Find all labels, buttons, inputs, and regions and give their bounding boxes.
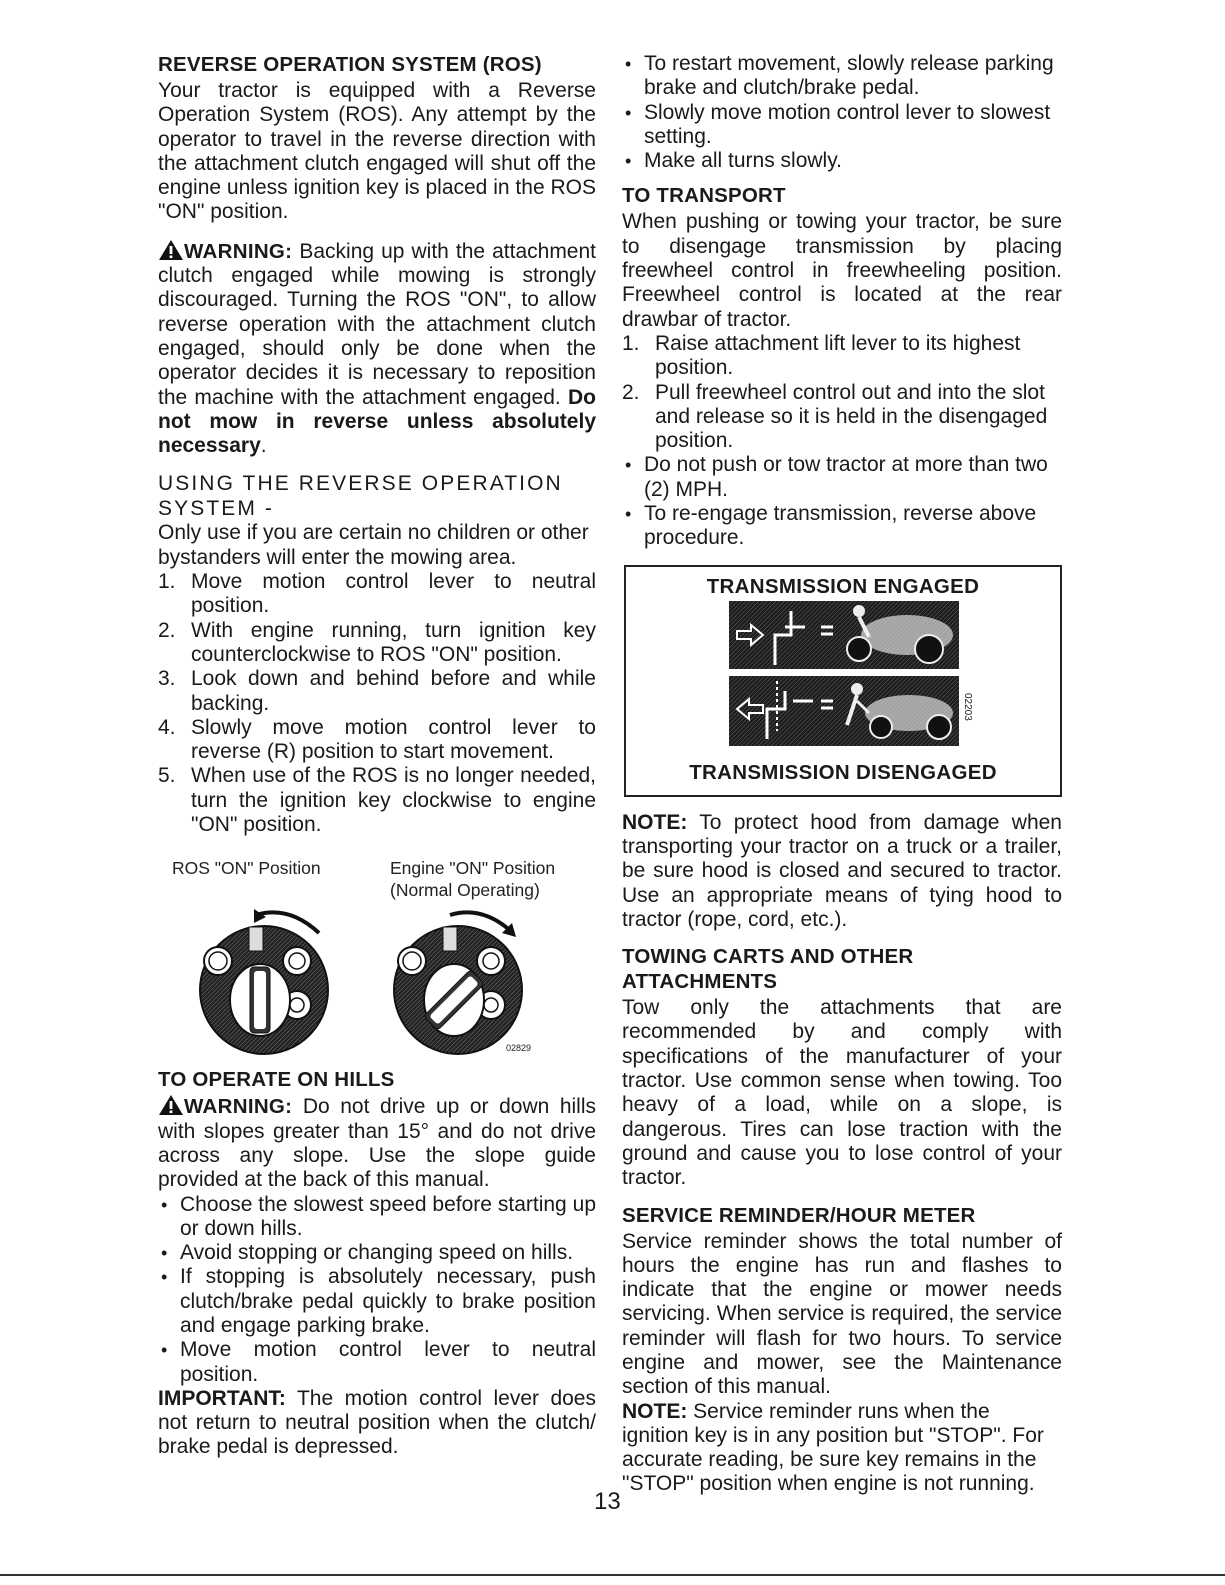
service-heading: SERVICE REMINDER/HOUR METER (622, 1203, 976, 1227)
warning-text: Backing up with the attachment clutch engaged while mowing is strongly discouraged. Turning the ROS "ON", to allow reverse operation with the attachment clutch engaged, should only be done when the operator decides it is necessary to reposition the machine with the attachment engaged. (158, 239, 596, 409)
warning-icon (158, 240, 184, 263)
using-ros-heading: USING THE REVERSE OPERATION SYSTEM - (158, 472, 563, 520)
list-item: • Slowly move motion control lever to slowest setting. (625, 100, 1051, 148)
freewheel-control-icon (729, 601, 973, 751)
svg-text:02829: 02829 (506, 1043, 532, 1054)
ros-warning (158, 239, 596, 459)
ros-intro: Your tractor is equipped with a Reverse Operation System (ROS). Any attempt by the operator to travel in the reverse direction with the attachment clutch engaged will shut off the engine unless ignition key is placed in the ROS "ON" position. (158, 79, 596, 224)
hills-heading: TO OPERATE ON HILLS (158, 1068, 395, 1092)
list-item: 1. Move motion control lever to neutral position. (158, 570, 596, 618)
list-item: 1. Raise attachment lift lever to its highest position. (622, 331, 1021, 380)
transport-steps-list (622, 332, 1062, 453)
warning-end: . (260, 434, 267, 458)
list-item: • To re-engage transmission, reverse above procedure. (625, 502, 1037, 550)
transmission-disengaged-label: TRANSMISSION DISENGAGED (689, 760, 997, 784)
engine-ignition-dial-icon (388, 905, 568, 1055)
list-item: • Move motion control lever to neutral position. (161, 1338, 596, 1386)
list-item: 2. With engine running, turn ignition key counterclockwise to ROS "ON" position. (158, 618, 596, 666)
list-item: 2. Pull freewheel control out and into the slot and release so it is held in the disengaged position. (622, 380, 1048, 453)
service-text: Service reminder shows the total number of hours the engine has run and flashes to indicate that the engine or mower needs servicing. When service is required, the service reminder will flash for two hours. To service engine and mower, see the Maintenance section of this manual. (622, 1229, 1062, 1399)
transport-intro: When pushing or towing your tractor, be sure to disengage transmission by placing freewheel control in freewheeling position. Freewheel control is located at the rear drawbar of tractor. (622, 210, 1062, 331)
engine-on-caption: Engine "ON" Position (Normal Operating) (390, 858, 556, 901)
list-item: 3. Look down and behind before and while backing. (158, 667, 596, 715)
list-item: • Make all turns slowly. (625, 149, 843, 173)
ignition-dials-figure (158, 905, 596, 1055)
page-number: 13 (594, 1488, 621, 1515)
list-item: • To restart movement, slowly release parking brake and clutch/brake pedal. (625, 52, 1054, 100)
hills-warning: WARNING: Do not drive up or down hills with slopes greater than 15° and do not drive across any slope. Use the slope guide provided at the back of this manual. (158, 1095, 596, 1192)
ros-ignition-dial-icon (194, 905, 374, 1055)
towing-heading: TOWING CARTS AND OTHER ATTACHMENTS (622, 945, 914, 994)
left-column (158, 52, 596, 1460)
list-item: • If stopping is absolutely necessary, push clutch/brake pedal quickly to brake position and engage parking brake. (161, 1265, 596, 1337)
list-item: 4. Slowly move motion control lever to reverse (R) position to start movement. (158, 715, 596, 764)
restart-bullet-list (622, 52, 1062, 173)
warning-icon (158, 1095, 184, 1118)
transmission-engaged-label: TRANSMISSION ENGAGED (706, 574, 980, 598)
towing-text: Tow only the attachments that are recommended by and comply with specifications of the manufacturer of your tractor. Use common sense when towing. Too heavy of a load, while on a slope, is dangerous. Tires can lose traction with the ground and cause you to lose control of your tractor. (622, 996, 1062, 1190)
bottom-rule (0, 1574, 1225, 1576)
list-item: • Choose the slowest speed before starting up or down hills. (161, 1192, 596, 1240)
important-note: IMPORTANT: The motion control lever does not return to neutral position when the clutch/ brake pedal is depressed. (158, 1386, 596, 1459)
dial-captions (158, 845, 596, 905)
ros-on-caption: ROS "ON" Position (172, 858, 321, 879)
transport-bullet-list (622, 453, 1062, 550)
svg-text:02203: 02203 (962, 692, 973, 721)
hills-bullet-list (158, 1193, 596, 1387)
transmission-figure (624, 565, 1062, 797)
transport-heading: TO TRANSPORT (622, 184, 786, 208)
ros-heading: REVERSE OPERATION SYSTEM (ROS) (158, 53, 542, 76)
list-item: • Do not push or tow tractor at more than two (2) MPH. (625, 453, 1048, 501)
warning-label: WARNING: (184, 239, 293, 263)
service-note: NOTE: Service reminder runs when the ignition key is in any position but "STOP". For accurate reading, be sure key remains in the "STOP" position when engine is not running. (622, 1399, 1044, 1496)
list-item: • Avoid stopping or changing speed on hills. (161, 1241, 574, 1265)
right-column (622, 52, 1062, 1497)
hood-note: NOTE: To protect hood from damage when transporting your tractor on a truck or a trailer, be sure hood is closed and secured to tractor. Use an appropriate means of tying hood to tractor (rope, cord, etc.). (622, 810, 1062, 931)
ros-steps-list (158, 570, 596, 837)
list-item: 5. When use of the ROS is no longer needed, turn the ignition key clockwise to engine "ON" position. (158, 764, 596, 837)
warning-bold: Do not mow in reverse unless absolutely necessary (158, 385, 596, 458)
using-ros-intro: Only use if you are certain no children or other bystanders will enter the mowing area. (158, 521, 589, 569)
